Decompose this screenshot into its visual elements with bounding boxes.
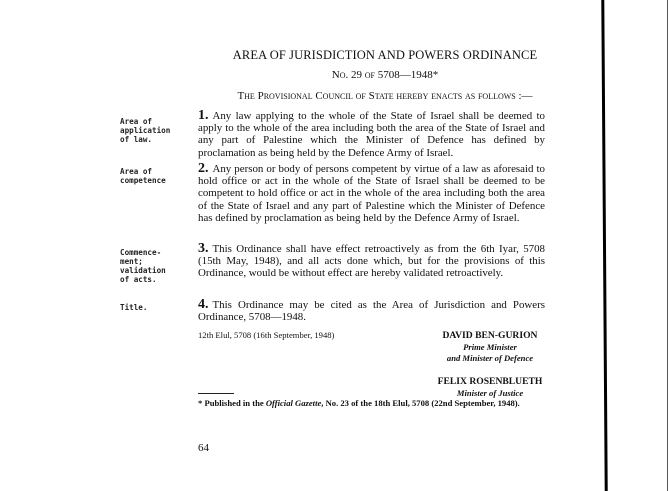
section-number: 3. [198, 241, 209, 256]
ordinance-title: AREA OF JURISDICTION AND POWERS ORDINANCE [232, 48, 538, 62]
page-number: 64 [198, 442, 209, 454]
signatory-2 [390, 376, 590, 399]
margin-note-1: Area of application of law. [120, 117, 171, 144]
section-number: 1. [198, 108, 209, 123]
signatory-role: and Minister of Defence [446, 353, 534, 363]
section-1 [198, 110, 545, 159]
footnote-gazette: Official Gazette [265, 398, 322, 408]
page-edge [667, 0, 668, 491]
section-2 [198, 163, 545, 224]
section-number: 2. [198, 161, 209, 176]
ordinance-number: No. 29 of 5708—1948* [331, 69, 439, 81]
section-text: Any law applying to the whole of the State of Israel shall be deemed to apply to the whole of the area including both the area of the State of Israel and any part of Palestine which the Minister of Defence has defined by proclamation as being held by the Defence Army of Israel. [198, 110, 545, 159]
signing-date: 12th Elul, 5708 (16th September, 1948) [198, 330, 335, 340]
section-3 [198, 243, 545, 280]
section-text: This Ordinance shall have effect retroactively as from the 6th Iyar, 5708 (15th May, 1948), and all acts done which, but for the provisions of this Ordinance, would be without effect are hereby validated retroactively. [198, 243, 545, 280]
footnote-text: * Published in the [198, 398, 266, 408]
section-4 [198, 299, 545, 323]
footnote [198, 398, 545, 409]
margin-note-2: Area of competence [120, 167, 166, 185]
section-number: 4. [198, 297, 209, 312]
section-text: Any person or body of persons competent by virtue of a law as aforesaid to hold office or act in the whole of the State of Israel shall be deemed to be competent to hold office or act in the whole of the area including both the area of the State of Israel and any part of Palestine which the Minister of Defence has defined by proclamation as being held by the Defence Army of Israel. [198, 163, 545, 224]
preamble [150, 90, 620, 102]
signatory-role: Prime Minister [463, 341, 517, 352]
signatory-name: FELIX ROSENBLUETH [437, 376, 543, 387]
footnote-text-end: , No. 23 of the 18th Elul, 5708 (22nd September, 1948). [321, 398, 520, 408]
section-text: This Ordinance may be cited as the Area of Jurisdiction and Powers Ordinance, 5708—1948. [198, 299, 545, 324]
signatory-role: Minister of Justice [456, 387, 524, 398]
margin-note-4: Title. [120, 303, 148, 312]
preamble-text: The Provisional Council of State hereby enacts as follows :— [237, 90, 533, 102]
margin-note-3: Commence- ment; validation of acts. [120, 248, 166, 284]
signatory-name: DAVID BEN-GURION [442, 330, 538, 341]
signatory-1 [390, 330, 590, 365]
footnote-divider [198, 393, 234, 394]
